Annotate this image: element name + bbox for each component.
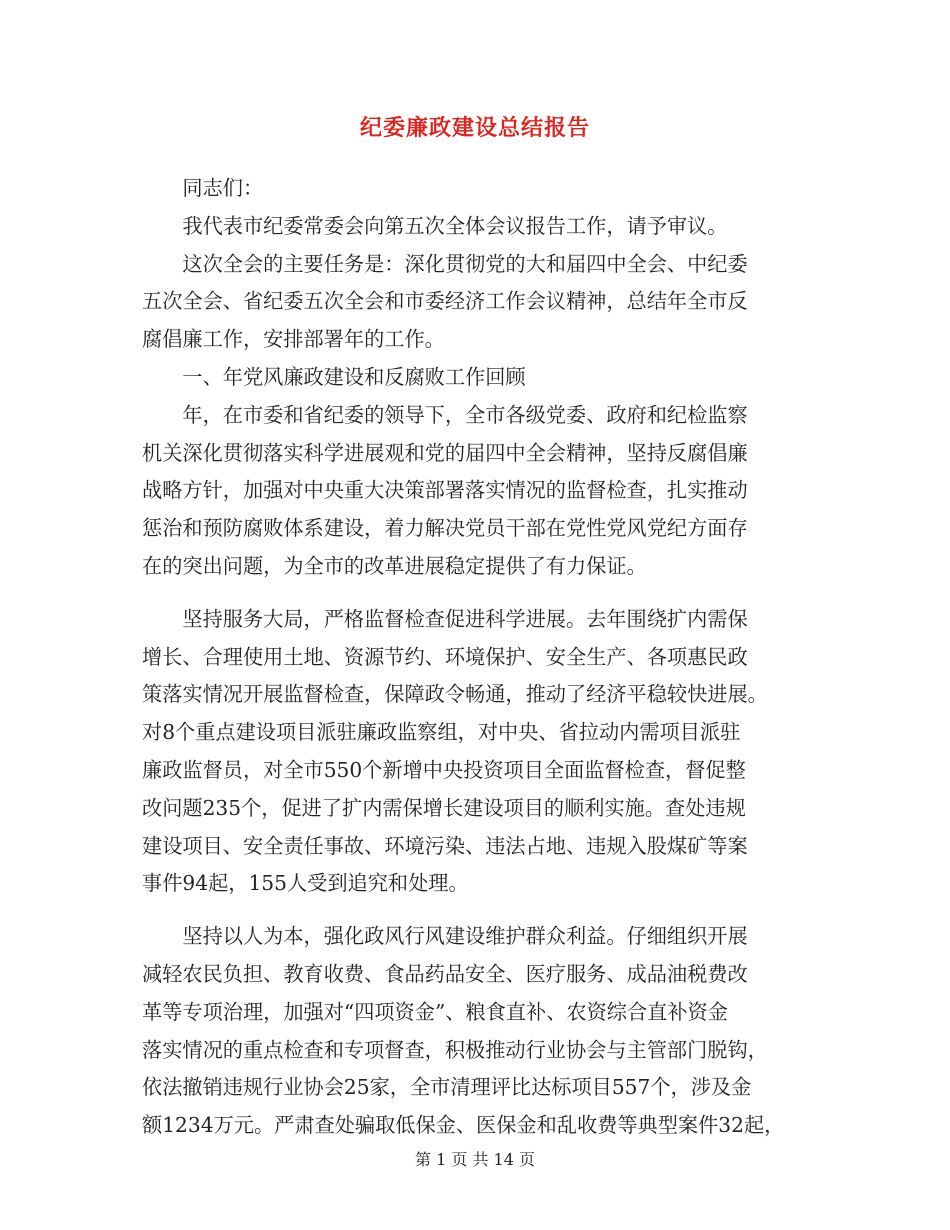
paragraph-gap [142,903,802,918]
text-line: 策落实情况开展监督检查，保障政令畅通，推动了经济平稳较快进展。 [142,682,768,707]
text-line: 事件94起，155人受到追究和处理。 [142,871,469,896]
text-line: 改问题235个，促进了扩内需保增长建设项目的顺利实施。查处违规 [142,795,746,820]
text-line: 廉政监督员，对全市550个新增中央投资项目全面监督检查，督促整 [142,757,746,782]
text-line: 战略方针，加强对中央重大决策部署落实情况的监督检查，扎实推动 [142,478,748,503]
text-line: 依法撤销违规行业协会25家，全市清理评比达标项目557个，涉及金 [142,1075,752,1100]
page-number-footer: 第 1 页 共 14 页 [415,1150,535,1169]
text-line: 五次全会、省纪委五次全会和市委经济工作会议精神，总结年全市反 [142,289,748,314]
text-line: 革等专项治理，加强对“四项资金”、粮食直补、农资综合直补资金 [142,999,728,1024]
text-line: 年，在市委和省纪委的领导下，全市各级党委、政府和纪检监察 [182,402,748,427]
text-line: 坚持服务大局，严格监督检查促进科学进展。去年围绕扩内需保 [182,606,748,631]
text-line: 对8个重点建设项目派驻廉政监察组，对中央、省拉动内需项目派驻 [142,720,741,745]
text-line: 机关深化贯彻落实科学进展观和党的届四中全会精神，坚持反腐倡廉 [142,440,748,465]
text-line: 这次全会的主要任务是：深化贯彻党的大和届四中全会、中纪委 [182,251,748,276]
text-line: 在的突出问题，为全市的改革进展稳定提供了有力保证。 [142,553,647,578]
text-line: 惩治和预防腐败体系建设，着力解决党员干部在党性党风党纪方面存 [142,516,748,541]
text-line: 我代表市纪委常委会向第五次全体会议报告工作，请予审议。 [182,213,728,238]
text-line: 减轻农民负担、教育收费、食品药品安全、医疗服务、成品油税费改 [142,961,748,986]
text-line: 额1234万元。严肃查处骗取低保金、医保金和乱收费等典型案件32起， [142,1113,785,1138]
paragraph-gap [142,586,802,601]
text-line: 落实情况的重点检查和专项督查，积极推动行业协会与主管部门脱钩， [142,1037,768,1062]
document-body [142,170,802,1145]
text-line: 坚持以人为本，强化政风行风建设维护群众利益。仔细组织开展 [182,924,748,949]
section-heading: 一、年党风廉政建设和反腐败工作回顾 [182,364,526,389]
document-title: 纪委廉政建设总结报告 [359,115,590,141]
text-line: 增长、合理使用土地、资源节约、环境保护、安全生产、各项惠民政 [142,644,748,669]
text-line: 腐倡廉工作，安排部署年的工作。 [142,327,445,352]
salutation-line: 同志们： [182,176,264,200]
text-line: 建设项目、安全责任事故、环境污染、违法占地、违规入股煤矿等案 [142,833,748,858]
